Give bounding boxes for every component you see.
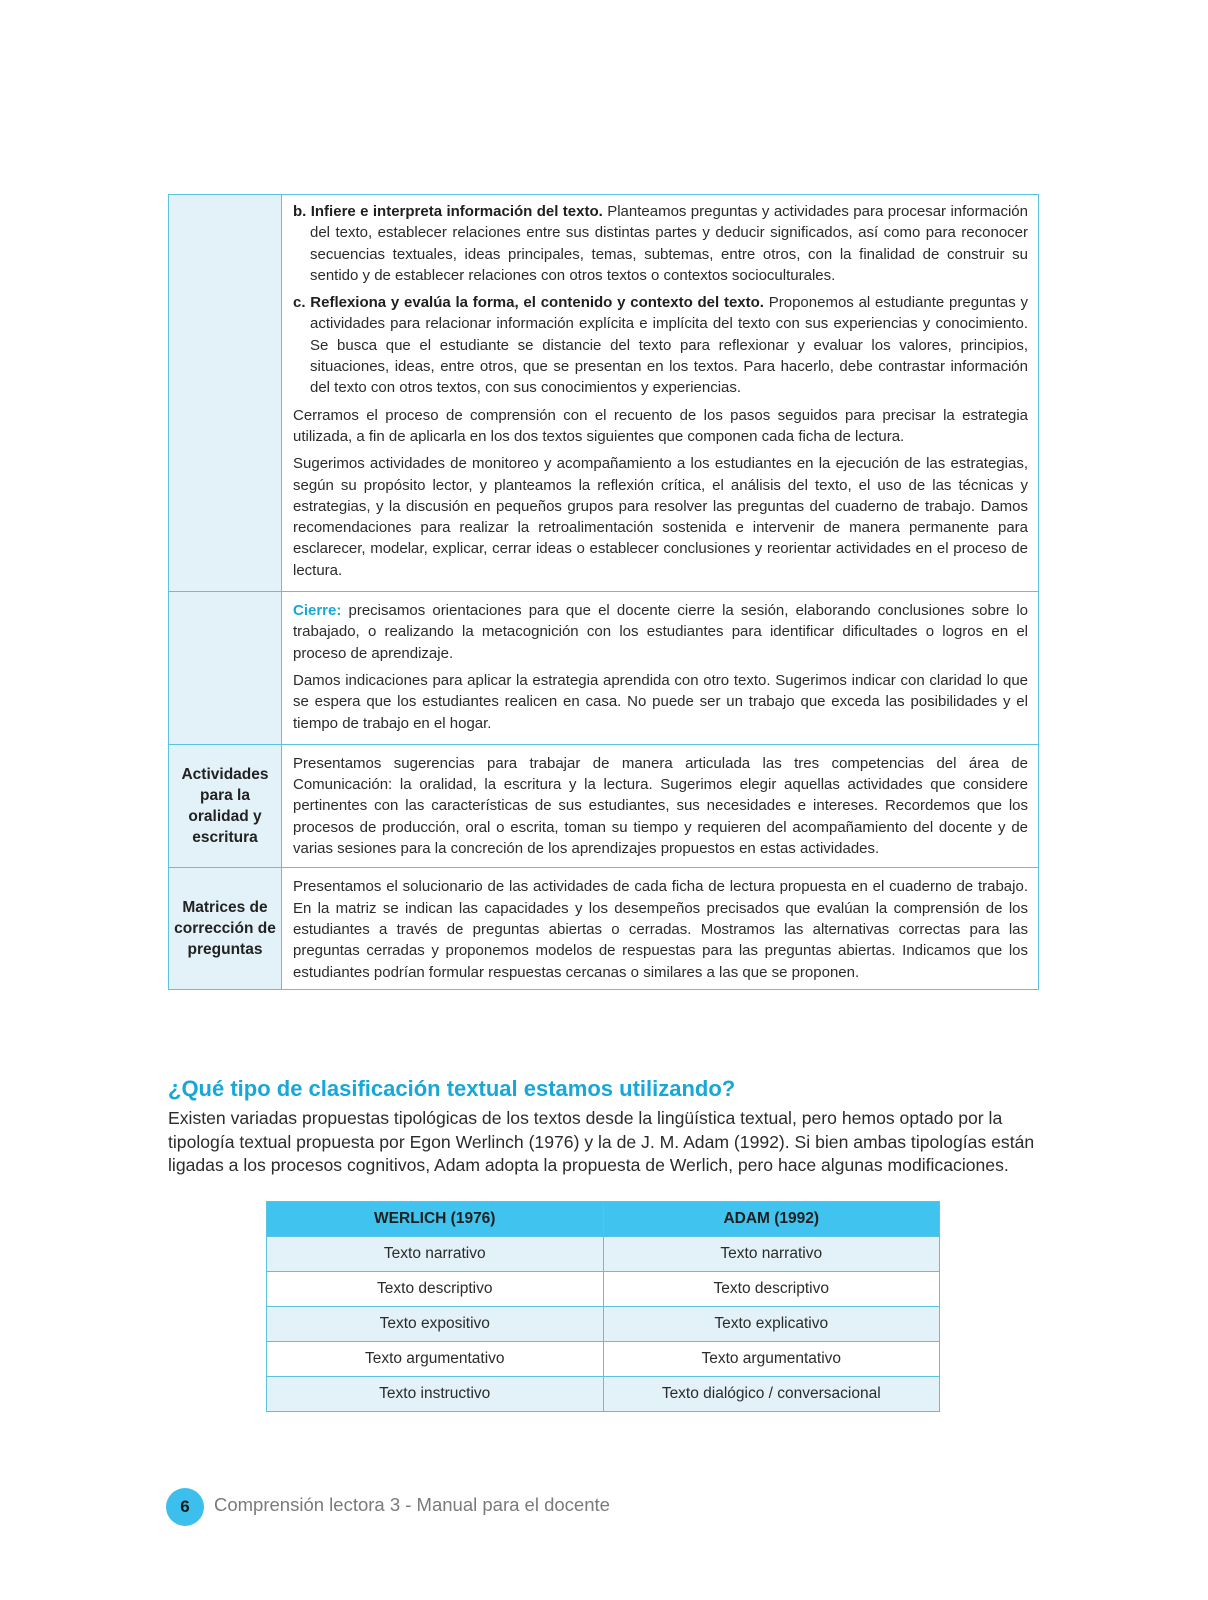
row-content [282, 592, 1039, 745]
paragraph: Presentamos el solucionario de las actividades de cada ficha de lectura propuesta en el cuaderno de trabajo. En la matriz se indican las capacidades y los desempeños precisados que evalúan la comprensión de los estudiantes a través de preguntas abiertas o cerradas. Mostramos las alternativas correctas para las preguntas cerradas y proponemos modelos de respuestas para las preguntas abiertas. Indicamos que los estudiantes podrían formular respuestas cercanas o similares a las que se proponen. [293, 878, 1028, 981]
section-title: ¿Qué tipo de clasificación textual estamos utilizando? [168, 1076, 736, 1101]
table-row [169, 744, 1039, 867]
paragraph: Cerramos el proceso de comprensión con el recuento de los pasos seguidos para precisar la estrategia utilizada, a fin de aplicarla en los dos textos siguientes que componen cada ficha de lectura. [293, 406, 1028, 445]
cierre-label: Cierre: [293, 602, 342, 620]
item-text: Planteamos preguntas y actividades para procesar información del texto, establecer relaciones entre sus distintas partes y deducir significados, así como para reconocer secuencias textuales, ideas principales, temas, subtemas, entre otros, con la finalidad de construir su sentido y de establecer relaciones con otros textos o contextos socioculturales. [310, 203, 1028, 284]
row-label: Matrices de corrección de preguntas [169, 868, 282, 989]
table-row [169, 592, 1039, 745]
paragraph: Sugerimos actividades de monitoreo y acompañamiento a los estudiantes en la ejecución de las estrategias, según su propósito lector, y planteamos la reflexión crítica, el análisis del texto, el uso de las técnicas y estrategias, y la discusión en pequeños grupos para resolver las preguntas del cuaderno de trabajo. Damos recomendaciones para realizar la retroalimentación sostenida e intervenir de manera permanente para esclarecer, modelar, explicar, cerrar ideas o establecer conclusiones y reorientar actividades en el proceso de lectura. [293, 455, 1028, 579]
section-intro: Existen variadas propuestas tipológicas de los textos desde la lingüística textual, pero hemos optado por la tipología textual propuesta por Egon Werlinch (1976) y la de J. M. Adam (1992). Si bien ambas tipologías están ligadas a los procesos cognitivos, Adam adopta la propuesta de Werlich, pero hace algunas modificaciones. [168, 1108, 1035, 1175]
row-content [282, 195, 1039, 592]
row-content [282, 744, 1039, 867]
item-lead: c. Reflexiona y evalúa la forma, el contenido y contexto del texto. [293, 294, 764, 312]
table-row [267, 1237, 940, 1272]
cierre-text: precisamos orientaciones para que el docente cierre la sesión, elaborando conclusiones sobre lo trabajado, o realizando la metacognición con los estudiantes para identificar dificultades o logros en el proceso de aprendizaje. [293, 602, 1028, 662]
table-cell: Texto argumentativo [603, 1342, 940, 1377]
item-text: Proponemos al estudiante preguntas y actividades para relacionar información explícita e implícita del texto con sus experiencias y conocimiento. Se busca que el estudiante se distancie del texto para reflexionar y evaluar los valores, principios, situaciones, ideas, entre otros, que se presentan en los textos. Para hacerlo, debe contrastar información del texto con otros textos, con sus conocimientos y experiencias. [310, 294, 1028, 397]
paragraph: Damos indicaciones para aplicar la estrategia aprendida con otro texto. Sugerimos indicar con claridad lo que se espera que los estudiantes realicen en casa. No puede ser un trabajo que exceda las posibilidades y el tiempo de trabajo en el hogar. [293, 671, 1028, 732]
table-cell: Texto instructivo [267, 1377, 604, 1412]
list-item [293, 292, 1028, 398]
table-cell: Texto narrativo [267, 1237, 604, 1272]
table-cell: Texto expositivo [267, 1307, 604, 1342]
table-cell: Texto dialógico / conversacional [603, 1377, 940, 1412]
table-cell: Texto descriptivo [603, 1272, 940, 1307]
table-row [267, 1377, 940, 1412]
methodology-table [168, 194, 1039, 990]
footer-title: Comprensión lectora 3 - Manual para el docente [214, 1494, 610, 1515]
table-cell: Texto explicativo [603, 1307, 940, 1342]
table-row [267, 1342, 940, 1377]
row-label-empty [169, 592, 282, 745]
table-row [169, 868, 1039, 989]
list-item [293, 201, 1028, 286]
table-row [267, 1272, 940, 1307]
column-header: WERLICH (1976) [267, 1202, 604, 1237]
table-cell: Texto narrativo [603, 1237, 940, 1272]
row-label-empty [169, 195, 282, 592]
column-header: ADAM (1992) [603, 1202, 940, 1237]
page-number-badge: 6 [166, 1488, 204, 1526]
table-cell: Texto descriptivo [267, 1272, 604, 1307]
typology-table [266, 1201, 940, 1412]
item-lead: b. Infiere e interpreta información del texto. [293, 203, 603, 220]
paragraph: Presentamos sugerencias para trabajar de manera articulada las tres competencias del área de Comunicación: la oralidad, la escritura y la lectura. Sugerimos elegir aquellas actividades que considere pertinentes con las características de sus estudiantes, sus necesidades e intereses. Recordemos que los procesos de producción, oral o escrita, toman su tiempo y requieren del acompañamiento del docente y de varias sesiones para la concreción de los aprendizajes propuestos en estas actividades. [293, 754, 1028, 858]
paragraph [293, 600, 1028, 664]
table-header-row [267, 1202, 940, 1237]
table-row [267, 1307, 940, 1342]
row-content [282, 868, 1039, 989]
table-row [169, 195, 1039, 592]
row-label: Actividades para la oralidad y escritura [169, 744, 282, 867]
table-cell: Texto argumentativo [267, 1342, 604, 1377]
